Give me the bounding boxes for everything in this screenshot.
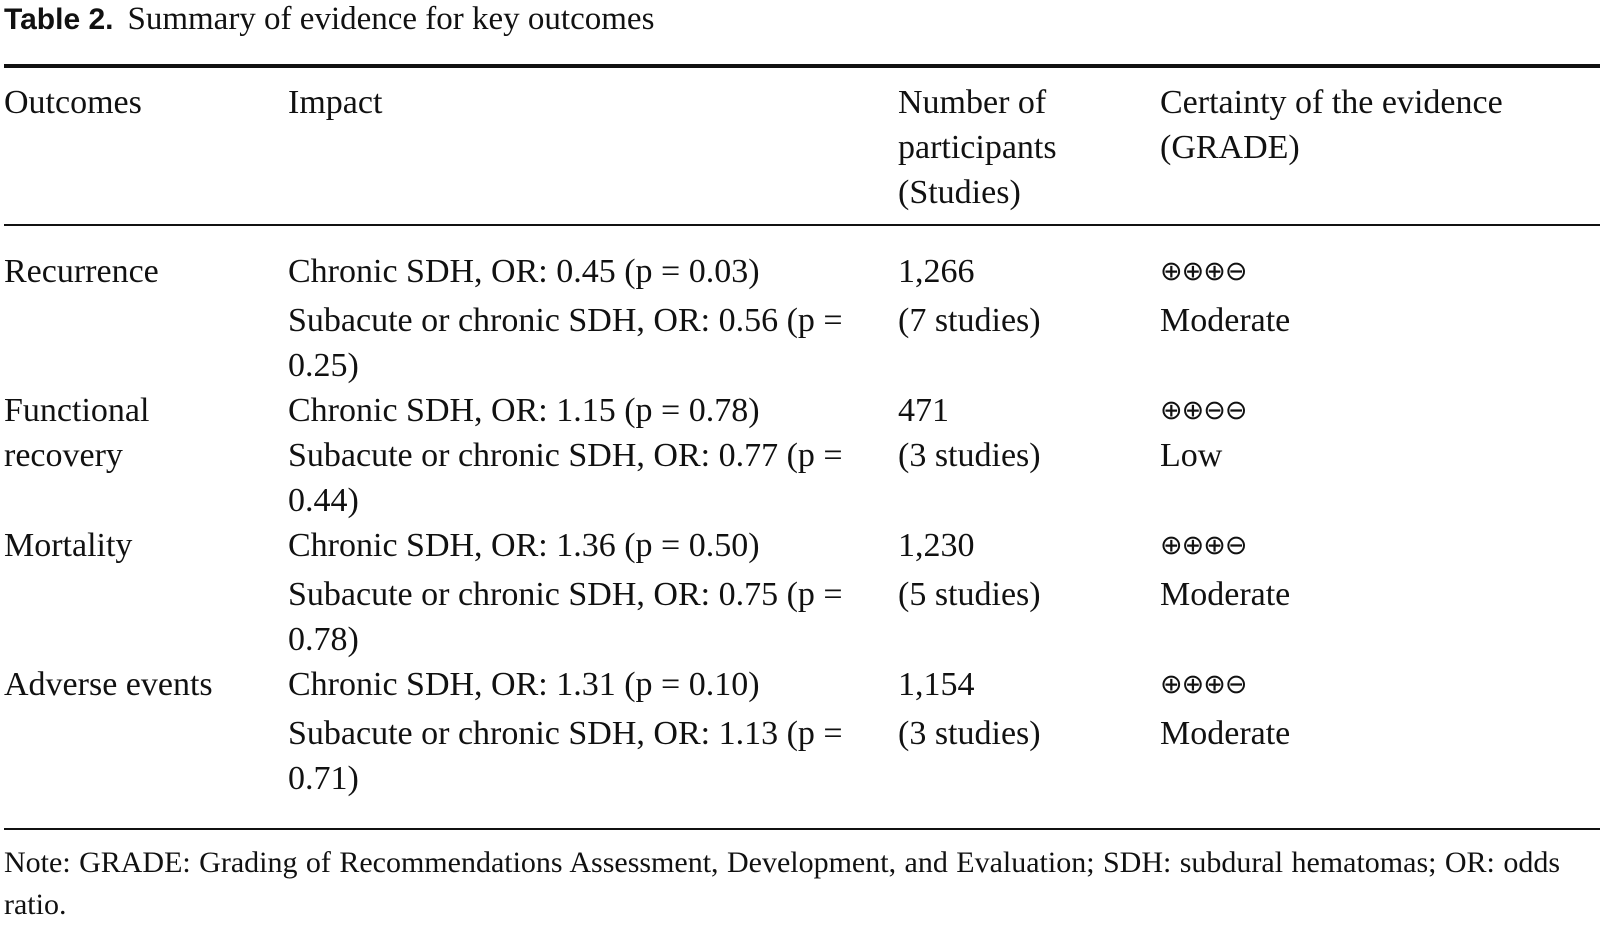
grade-label: Moderate	[1160, 302, 1291, 339]
outcome-cell: Mortality	[4, 527, 133, 564]
table-header-row	[4, 80, 1600, 235]
table-footnote: Note: GRADE: Grading of Recommendations Assessment, Development, and Evaluation; SDH: subdural hematomas; OR: odds ratio.	[4, 846, 1560, 921]
participants-cell	[898, 388, 1160, 523]
grade-symbols: ⊕⊕⊕⊖	[1160, 530, 1247, 561]
impact-subacute: Subacute or chronic SDH, OR: 0.56 (p = 0.25)	[288, 302, 843, 384]
table-caption-title: Summary of evidence for key outcomes	[127, 1, 655, 37]
column-header-outcomes: Outcomes	[4, 84, 142, 121]
certainty-cell	[1160, 523, 1600, 662]
table-bottom-rule	[4, 828, 1600, 830]
column-header-impact: Impact	[288, 84, 383, 121]
participants-count: 1,266	[898, 253, 975, 290]
grade-symbols: ⊕⊕⊕⊖	[1160, 256, 1247, 287]
studies-count: (7 studies)	[898, 302, 1041, 339]
impact-chronic: Chronic SDH, OR: 0.45 (p = 0.03)	[288, 253, 760, 290]
impact-chronic: Chronic SDH, OR: 1.36 (p = 0.50)	[288, 527, 760, 564]
participants-cell	[898, 249, 1160, 388]
outcome-cell: Adverse events	[4, 666, 213, 703]
grade-label: Low	[1160, 437, 1223, 474]
column-header-certainty: Certainty of the evidence (GRADE)	[1160, 84, 1503, 166]
certainty-cell	[1160, 662, 1600, 801]
certainty-cell	[1160, 388, 1600, 523]
participants-cell	[898, 662, 1160, 801]
table-caption-label: Table 2.	[4, 3, 114, 36]
impact-cell	[288, 249, 898, 388]
evidence-summary-table	[4, 80, 1600, 801]
table-row	[4, 388, 1600, 523]
studies-count: (5 studies)	[898, 576, 1041, 613]
studies-count: (3 studies)	[898, 437, 1041, 474]
participants-count: 1,230	[898, 527, 975, 564]
impact-subacute: Subacute or chronic SDH, OR: 1.13 (p = 0.71)	[288, 715, 843, 797]
column-header-participants: Number of participants (Studies)	[898, 84, 1057, 211]
table-top-rule	[4, 64, 1600, 68]
impact-chronic: Chronic SDH, OR: 1.31 (p = 0.10)	[288, 666, 760, 703]
grade-label: Moderate	[1160, 715, 1291, 752]
studies-count: (3 studies)	[898, 715, 1041, 752]
table-caption	[4, 0, 654, 39]
table-row	[4, 523, 1600, 662]
impact-cell	[288, 662, 898, 801]
participants-count: 1,154	[898, 666, 975, 703]
impact-cell	[288, 523, 898, 662]
impact-subacute: Subacute or chronic SDH, OR: 0.75 (p = 0.78)	[288, 576, 843, 658]
outcome-cell: Functional recovery	[4, 392, 150, 474]
impact-subacute: Subacute or chronic SDH, OR: 0.77 (p = 0.44)	[288, 437, 843, 519]
impact-cell	[288, 388, 898, 523]
participants-cell	[898, 523, 1160, 662]
table-row	[4, 249, 1600, 388]
table-row	[4, 662, 1600, 801]
outcome-cell: Recurrence	[4, 253, 159, 290]
grade-symbols: ⊕⊕⊖⊖	[1160, 395, 1247, 426]
grade-label: Moderate	[1160, 576, 1291, 613]
certainty-cell	[1160, 249, 1600, 388]
participants-count: 471	[898, 392, 949, 429]
impact-chronic: Chronic SDH, OR: 1.15 (p = 0.78)	[288, 392, 760, 429]
grade-symbols: ⊕⊕⊕⊖	[1160, 669, 1247, 700]
